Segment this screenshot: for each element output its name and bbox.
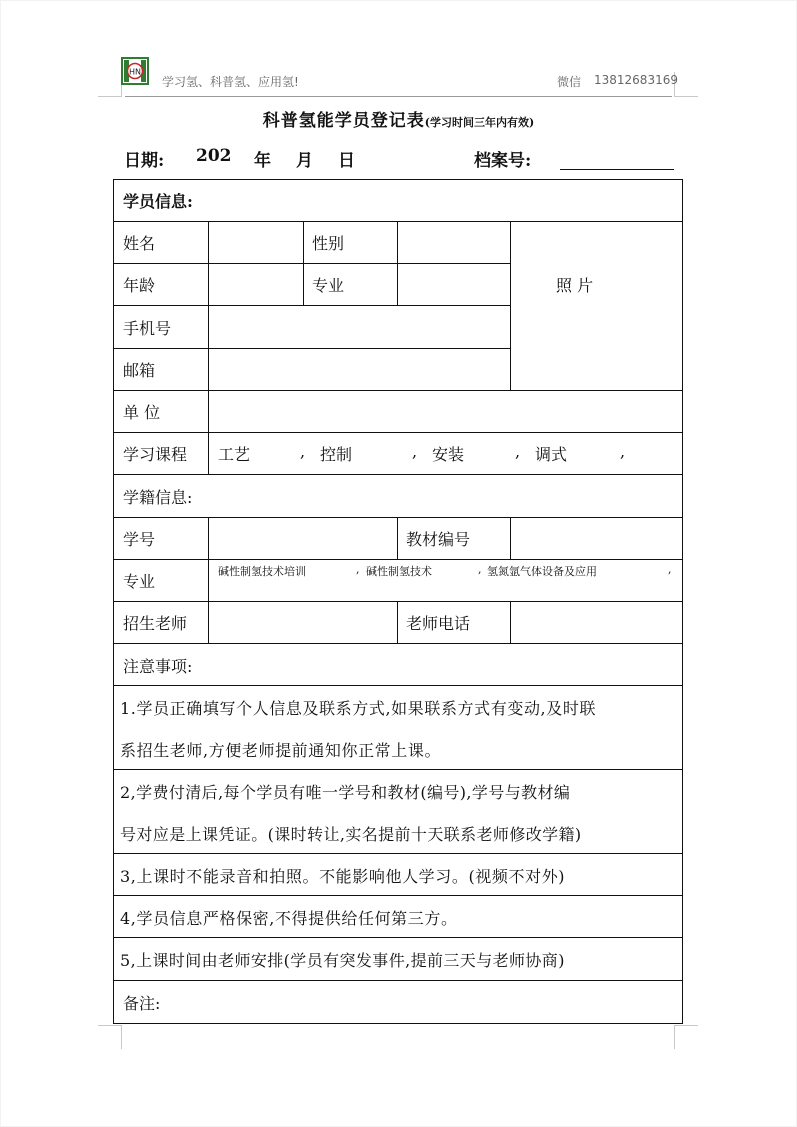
row-divider <box>113 769 683 770</box>
major-option: 碱性制氢技术培训 <box>218 565 306 578</box>
major-separator: , <box>356 563 360 576</box>
enrollment-heading: 学籍信息: <box>123 488 193 507</box>
course-option: 控制 <box>320 445 353 464</box>
major-option: 氢氮氩气体设备及应用 <box>487 565 597 578</box>
course-separator: , <box>412 442 418 461</box>
note-item-4: 4,学员信息严格保密,不得提供给任何第三方。 <box>120 909 458 928</box>
date-year: 202 <box>196 146 232 166</box>
row-divider <box>113 432 683 433</box>
column-divider <box>510 601 511 644</box>
crop-mark <box>98 96 122 97</box>
row-divider <box>113 980 683 981</box>
row-divider <box>113 685 683 686</box>
photo-label: 照 片 <box>556 276 594 295</box>
page-title: 科普氢能学员登记表(学习时间三年内有效) <box>262 111 535 131</box>
textbook-number-label: 教材编号 <box>406 530 471 549</box>
row-divider <box>113 937 683 938</box>
major-separator: , <box>668 563 672 576</box>
row-divider <box>113 517 683 518</box>
crop-mark <box>98 1025 122 1026</box>
header-rule <box>125 96 672 97</box>
column-divider <box>397 517 398 560</box>
row-divider <box>113 559 683 560</box>
column-divider <box>303 221 304 306</box>
note-item-2-cont: 号对应是上课凭证。(课时转让,实名提前十天联系老师修改学籍) <box>120 825 582 844</box>
file-number-label: 档案号: <box>474 151 532 171</box>
date-year-unit: 年 <box>254 151 271 171</box>
header-slogan: 学习氢、科普氢、应用氢! <box>162 75 299 89</box>
gender-label: 性别 <box>312 234 345 253</box>
notes-heading: 注意事项: <box>123 657 193 676</box>
remarks-label: 备注: <box>123 994 161 1013</box>
course-option: 工艺 <box>218 445 251 464</box>
header-contact-label: 微信 <box>557 75 582 89</box>
note-item-1: 1.学员正确填写个人信息及联系方式,如果联系方式有变动,及时联 <box>120 699 597 718</box>
column-divider <box>397 221 398 306</box>
crop-mark <box>674 1025 675 1049</box>
company-logo <box>121 57 149 85</box>
column-divider <box>510 517 511 560</box>
course-option: 安装 <box>432 445 465 464</box>
date-label: 日期: <box>124 151 165 171</box>
svg-text:HN: HN <box>129 67 141 77</box>
column-divider <box>208 221 209 475</box>
column-divider <box>510 221 511 391</box>
student-number-label: 学号 <box>123 530 156 549</box>
date-day-unit: 日 <box>338 151 355 171</box>
note-item-2: 2,学费付清后,每个学员有唯一学号和教材(编号),学号与教材编 <box>120 783 571 802</box>
date-month-unit: 月 <box>296 151 313 171</box>
row-divider <box>113 853 683 854</box>
note-item-5: 5,上课时间由老师安排(学员有突发事件,提前三天与老师协商) <box>120 951 565 970</box>
course-separator: , <box>300 442 306 461</box>
row-divider <box>113 601 683 602</box>
age-label: 年龄 <box>123 276 156 295</box>
header-contact-number: 13812683169 <box>594 73 678 87</box>
title-note: (学习时间三年内有效) <box>424 116 535 129</box>
course-separator: , <box>515 442 521 461</box>
name-label: 姓名 <box>123 234 156 253</box>
teacher-phone-label: 老师电话 <box>406 614 471 633</box>
courses-label: 学习课程 <box>123 445 188 464</box>
row-divider <box>113 474 683 475</box>
major-separator: , <box>478 563 482 576</box>
row-divider <box>113 643 683 644</box>
major-label: 专业 <box>312 276 345 295</box>
course-separator: , <box>620 442 626 461</box>
course-option: 调式 <box>535 445 568 464</box>
major-option: 碱性制氢技术 <box>366 565 432 578</box>
student-info-heading: 学员信息: <box>123 192 193 211</box>
row-divider <box>113 348 510 349</box>
column-divider <box>208 517 209 644</box>
unit-label: 单 位 <box>123 403 161 422</box>
note-item-3: 3,上课时不能录音和拍照。不能影响他人学习。(视频不对外) <box>120 867 566 886</box>
email-label: 邮箱 <box>123 361 156 380</box>
column-divider <box>397 601 398 644</box>
crop-mark <box>674 96 698 97</box>
teacher-label: 招生老师 <box>123 614 188 633</box>
enrollment-major-label: 专业 <box>123 572 156 591</box>
row-divider <box>113 263 510 264</box>
row-divider <box>113 221 683 222</box>
phone-label: 手机号 <box>123 319 172 338</box>
note-item-1-cont: 系招生老师,方便老师提前通知你正常上课。 <box>120 741 442 760</box>
crop-mark <box>121 1025 122 1049</box>
row-divider <box>113 305 510 306</box>
row-divider <box>113 895 683 896</box>
crop-mark <box>674 1025 698 1026</box>
row-divider <box>113 390 683 391</box>
file-number-field[interactable] <box>560 169 674 170</box>
